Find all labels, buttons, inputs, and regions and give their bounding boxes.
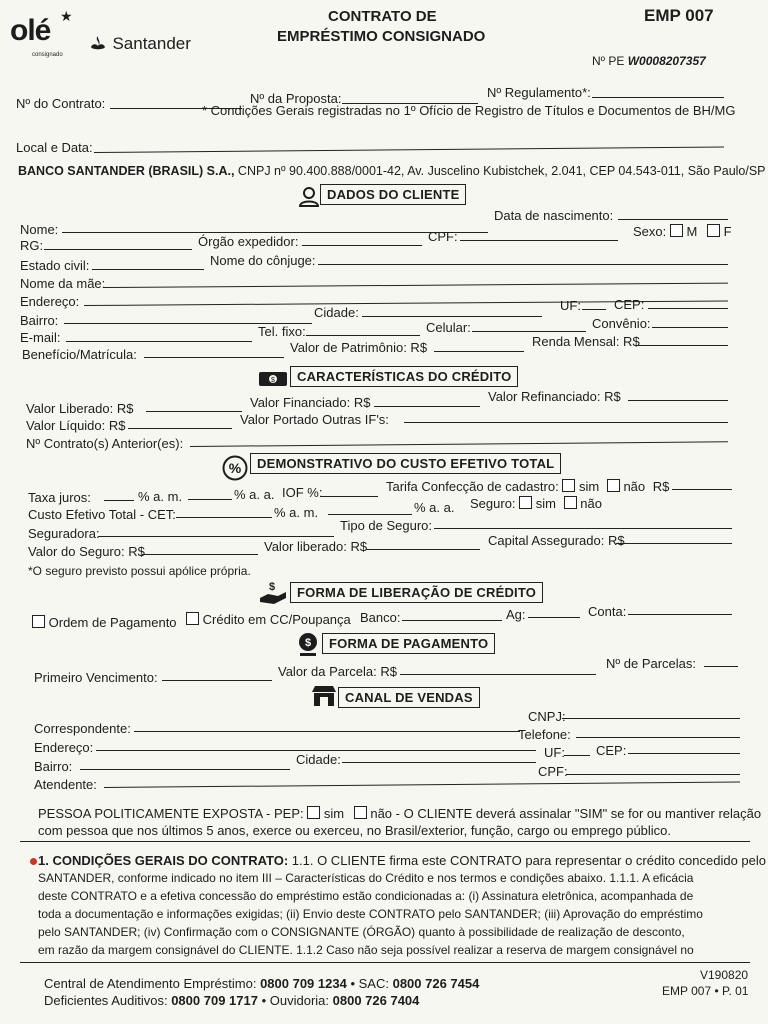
nome-field[interactable] [62, 232, 488, 233]
num-parcelas-label: Nº de Parcelas: [606, 656, 697, 671]
celular-field[interactable] [472, 331, 586, 332]
svg-text:%: % [228, 460, 242, 476]
conjuge-field[interactable] [318, 264, 728, 265]
bank-name: BANCO SANTANDER (BRASIL) S.A., [18, 164, 235, 178]
taxa-am-unit: % a. m. [138, 489, 183, 504]
cep-field[interactable] [648, 308, 728, 309]
bairro-label: Bairro: [20, 313, 59, 328]
cpf-field[interactable] [460, 240, 618, 241]
divider [20, 962, 750, 963]
seguro-sim-checkbox[interactable] [519, 496, 532, 509]
central-label: Central de Atendimento Empréstimo: [44, 976, 257, 991]
canal-cnpj-field[interactable] [562, 718, 740, 719]
ouvidoria-label: • Ouvidoria: [261, 993, 330, 1008]
pep-nao-checkbox[interactable] [354, 806, 367, 819]
doc-title-line2: EMPRÉSTIMO CONSIGNADO [277, 28, 486, 45]
credito-cc-label: Crédito em CC/Poupança [202, 612, 351, 627]
place-date-field[interactable] [94, 147, 724, 153]
canal-endereco-label: Endereço: [34, 740, 94, 755]
valor-portado-label: Valor Portado Outras IF's: [240, 412, 389, 427]
valor-liquido-field[interactable] [128, 428, 232, 429]
cet-section-title: DEMONSTRATIVO DO CUSTO EFETIVO TOTAL [250, 453, 561, 474]
canal-endereco-field[interactable] [96, 750, 536, 751]
money-icon [258, 370, 288, 393]
seguro-nao-label: não [580, 496, 602, 511]
footer-contact-1 [44, 976, 479, 991]
registry-note: * Condições Gerais registradas no 1º Ofício de Registro de Títulos e Documentos de BH/MG [202, 103, 736, 118]
client-section-title: DADOS DO CLIENTE [320, 184, 466, 205]
footer-contact-2 [44, 993, 419, 1008]
pep-sim-checkbox[interactable] [307, 806, 320, 819]
taxa-am-field[interactable] [104, 500, 134, 501]
santander-logo [88, 34, 191, 56]
version-code: V190820 [700, 968, 749, 982]
sac-number: 0800 726 7454 [392, 976, 480, 991]
conditions-text-5: pelo SANTANDER; (iv) Confirmação com o CONSIGNANTE (ÓRGÃO) quanto à possibilidade de realização de desconto, [38, 925, 685, 939]
rg-label: RG: [20, 238, 44, 253]
sexo-m-checkbox[interactable] [670, 224, 683, 237]
canal-bairro-label: Bairro: [34, 759, 73, 774]
patrimonio-field[interactable] [434, 351, 524, 352]
canal-cnpj-label: CNPJ: [528, 709, 566, 724]
valor-parcela-field[interactable] [400, 674, 596, 675]
tel-fixo-label: Tel. fixo: [258, 324, 306, 339]
bullet-icon [30, 858, 37, 865]
cidade-field[interactable] [362, 316, 542, 317]
num-parcelas-field[interactable] [704, 666, 738, 667]
canal-uf-field[interactable] [564, 755, 590, 756]
svg-text:$: $ [304, 637, 312, 649]
tarifa-value-field[interactable] [672, 489, 732, 490]
conta-label: Conta: [588, 604, 627, 619]
pep-line1 [38, 806, 761, 821]
cet-aa-field[interactable] [328, 514, 412, 515]
primeiro-vencimento-field[interactable] [162, 680, 272, 681]
credito-cc-checkbox[interactable] [186, 612, 199, 625]
doc-title-line1: CONTRATO DE [328, 8, 437, 25]
user-icon [298, 186, 320, 213]
canal-cep-field[interactable] [628, 753, 740, 754]
hand-money-icon [258, 580, 288, 611]
taxa-juros-label: Taxa juros: [28, 490, 91, 505]
conjuge-label: Nome do cônjuge: [210, 253, 316, 268]
sexo-group [633, 224, 732, 239]
tipo-seguro-label: Tipo de Seguro: [340, 518, 433, 533]
mae-label: Nome da mãe: [20, 276, 106, 291]
conditions-heading: 1. CONDIÇÕES GERAIS DO CONTRATO: [38, 853, 289, 868]
cet-am-unit: % a. m. [274, 505, 319, 520]
patrimonio-label: Valor de Patrimônio: R$ [290, 340, 428, 355]
celular-label: Celular: [426, 320, 471, 335]
nome-label: Nome: [20, 222, 59, 237]
atendente-field[interactable] [104, 781, 740, 788]
liberacao-section-title: FORMA DE LIBERAÇÃO DE CRÉDITO [290, 582, 543, 603]
pe-number [592, 54, 706, 68]
star-icon: ★ [60, 8, 73, 24]
contrato-anterior-label: Nº Contrato(s) Anterior(es): [26, 436, 184, 451]
beneficio-label: Benefício/Matrícula: [22, 347, 137, 362]
valor-parcela-label: Valor da Parcela: R$ [278, 664, 397, 679]
tarifa-nao-checkbox[interactable] [607, 479, 620, 492]
svg-text:$: $ [271, 377, 275, 384]
sexo-f-label: F [723, 224, 732, 239]
tarifa-sim-checkbox[interactable] [562, 479, 575, 492]
ole-logo [10, 8, 73, 58]
orgao-label: Órgão expedidor: [198, 234, 299, 249]
central-number: 0800 709 1234 [260, 976, 347, 991]
valor-liberado-field[interactable] [146, 411, 242, 412]
telefone-label: Telefone: [518, 727, 571, 742]
conditions-text-2: SANTANDER, conforme indicado no item III – Características do Crédito e nos termos e condições abaixo. 1.1.1. A eficácia [38, 871, 694, 885]
ordem-pagamento-option [32, 615, 177, 630]
convenio-field[interactable] [652, 327, 728, 328]
conta-field[interactable] [628, 614, 732, 615]
mae-field[interactable] [104, 283, 728, 288]
tel-fixo-field[interactable] [306, 335, 420, 336]
orgao-field[interactable] [302, 245, 422, 246]
endereco-label: Endereço: [20, 294, 80, 309]
pe-label: Nº PE [592, 54, 625, 68]
canal-uf-label: UF: [544, 745, 565, 760]
conditions-line1 [38, 853, 766, 868]
birthdate-label: Data de nascimento: [494, 208, 614, 223]
tarifa-sim-label: sim [578, 479, 600, 494]
canal-cpf-field[interactable] [566, 774, 740, 775]
dollar-coin-icon [296, 632, 320, 663]
santander-logo-text: Santander [112, 34, 191, 53]
valor-portado-field[interactable] [404, 422, 728, 423]
valor-refinanciado-label: Valor Refinanciado: R$ [488, 389, 621, 404]
iof-label: IOF %: [282, 485, 323, 500]
capital-label: Capital Assegurado: R$ [488, 533, 625, 548]
ouvidoria-number: 0800 726 7404 [332, 993, 420, 1008]
email-field[interactable] [66, 341, 252, 342]
doc-code: EMP 007 [644, 6, 714, 25]
ole-logo-text: olé [10, 14, 51, 47]
pep-sim-label: sim [323, 806, 345, 821]
ole-logo-sub: consignado [32, 52, 63, 58]
ordem-pagamento-label: Ordem de Pagamento [48, 615, 177, 630]
pe-value: W0008207357 [627, 54, 706, 68]
bank-info [18, 164, 766, 178]
valor-liquido-label: Valor Líquido: R$ [26, 418, 126, 433]
credito-cc-option [186, 612, 351, 627]
flame-icon [88, 35, 108, 56]
seguro-label: Seguro: [470, 496, 516, 511]
ordem-pagamento-checkbox[interactable] [32, 615, 45, 628]
canal-bairro-field[interactable] [80, 769, 290, 770]
sexo-f-checkbox[interactable] [707, 224, 720, 237]
canal-cpf-label: CPF: [538, 764, 568, 779]
iof-field[interactable] [320, 496, 378, 497]
canal-cidade-label: Cidade: [296, 752, 341, 767]
divider [20, 841, 750, 842]
birthdate-field[interactable] [618, 219, 728, 220]
cpf-label: CPF: [428, 229, 458, 244]
proposal-no-label: Nº da Proposta: [250, 91, 342, 106]
tarifa-label: Tarifa Confecção de cadastro: [386, 479, 559, 494]
cidade-label: Cidade: [314, 305, 359, 320]
convenio-label: Convênio: [592, 316, 651, 331]
canal-section-title: CANAL DE VENDAS [338, 687, 480, 708]
pep-nao-label: não [370, 806, 393, 821]
tarifa-group [386, 479, 669, 494]
ag-label: Ag: [506, 607, 526, 622]
def-label: Deficientes Auditivos: [44, 993, 168, 1008]
rg-field[interactable] [44, 249, 192, 250]
beneficio-field[interactable] [144, 357, 284, 358]
renda-label: Renda Mensal: R$ [532, 334, 640, 349]
contrato-anterior-field[interactable] [190, 441, 728, 447]
credit-section-title: CARACTERÍSTICAS DO CRÉDITO [290, 366, 518, 387]
contract-no-label: Nº do Contrato: [16, 96, 106, 111]
cet-valor-liberado-field[interactable] [366, 549, 480, 550]
valor-financiado-field[interactable] [374, 406, 480, 407]
renda-field[interactable] [636, 345, 728, 346]
pep-line2: com pessoa que nos últimos 5 anos, exerce ou exerceu, no Brasil/exterior, função, cargo ou emprego público. [38, 823, 672, 838]
canal-cep-label: CEP: [596, 743, 627, 758]
capital-field[interactable] [616, 543, 732, 544]
conditions-text-6: em razão da margem consignável do CLIENTE. 1.1.2 Caso não seja possível realizar a reserva de margem consignável no [38, 943, 694, 957]
ag-field[interactable] [528, 617, 580, 618]
seguro-group [470, 496, 602, 511]
sac-label: • SAC: [350, 976, 389, 991]
bank-details: CNPJ nº 90.400.888/0001-42, Av. Juscelino Kubistchek, 2.041, CEP 04.543-011, São Paulo/SP [237, 164, 766, 178]
conditions-text-1: 1.1. O CLIENTE firma este CONTRATO para representar o crédito concedido pelo [291, 853, 767, 868]
cep-label: CEP: [614, 297, 645, 312]
estado-civil-field[interactable] [92, 269, 204, 270]
tarifa-rs-label: R$ [652, 479, 670, 494]
page-number: EMP 007 • P. 01 [662, 984, 749, 998]
banco-field[interactable] [402, 620, 502, 621]
def-number: 0800 709 1717 [171, 993, 258, 1008]
cet-am-field[interactable] [176, 517, 272, 518]
store-icon [310, 684, 338, 713]
atendente-label: Atendente: [34, 777, 97, 792]
canal-cidade-field[interactable] [342, 762, 536, 763]
pep-label: PESSOA POLITICAMENTE EXPOSTA - PEP: [38, 806, 304, 821]
uf-label: UF: [560, 298, 581, 313]
seguradora-label: Seguradora: [28, 526, 100, 541]
pagamento-section-title: FORMA DE PAGAMENTO [322, 633, 495, 654]
sexo-label: Sexo: [633, 224, 667, 239]
percent-icon [222, 455, 248, 486]
tarifa-nao-label: não [623, 479, 646, 494]
correspondente-label: Correspondente: [34, 721, 131, 736]
valor-liberado-label: Valor Liberado: R$ [26, 401, 134, 416]
banco-label: Banco: [360, 610, 401, 625]
valor-seguro-label: Valor do Seguro: R$ [28, 544, 145, 559]
valor-financiado-label: Valor Financiado: R$ [250, 395, 371, 410]
conditions-text-3: deste CONTRATO e a efetiva concessão do empréstimo estão condicionadas a: (i) Assinatura eletrônica, acompanhada de [38, 889, 694, 903]
tipo-seguro-field[interactable] [434, 528, 732, 529]
sexo-m-label: M [686, 224, 698, 239]
seguro-note: *O seguro previsto possui apólice própria. [28, 564, 251, 578]
correspondente-field[interactable] [134, 731, 520, 732]
cet-aa-unit: % a. a. [414, 500, 455, 515]
seguradora-field[interactable] [98, 536, 334, 537]
email-label: E-mail: [20, 330, 61, 345]
valor-seguro-field[interactable] [142, 554, 258, 555]
regulation-no-field[interactable] [592, 97, 724, 98]
seguro-nao-checkbox[interactable] [564, 496, 577, 509]
pep-instruction: - O CLIENTE deverá assinalar "SIM" se for ou mantiver relação [395, 806, 762, 821]
valor-refinanciado-field[interactable] [628, 400, 728, 401]
estado-civil-label: Estado civil: [20, 258, 90, 273]
telefone-field[interactable] [576, 737, 740, 738]
taxa-aa-unit: % a. a. [234, 487, 275, 502]
taxa-aa-field[interactable] [188, 499, 232, 500]
cet-label: Custo Efetivo Total - CET: [28, 507, 176, 522]
regulation-no-label: Nº Regulamento*: [487, 85, 591, 100]
seguro-sim-label: sim [535, 496, 557, 511]
primeiro-vencimento-label: Primeiro Vencimento: [34, 670, 158, 685]
uf-field[interactable] [582, 309, 606, 310]
cet-valor-liberado-label: Valor liberado: R$ [264, 539, 368, 554]
svg-text:$: $ [269, 581, 276, 593]
conditions-text-4: toda a documentação e informações exigidas; (ii) Envio deste CONTRATO pelo SANTANDER; (iii) Aprovação do empréstimo [38, 907, 703, 921]
place-date-label: Local e Data: [16, 140, 93, 155]
